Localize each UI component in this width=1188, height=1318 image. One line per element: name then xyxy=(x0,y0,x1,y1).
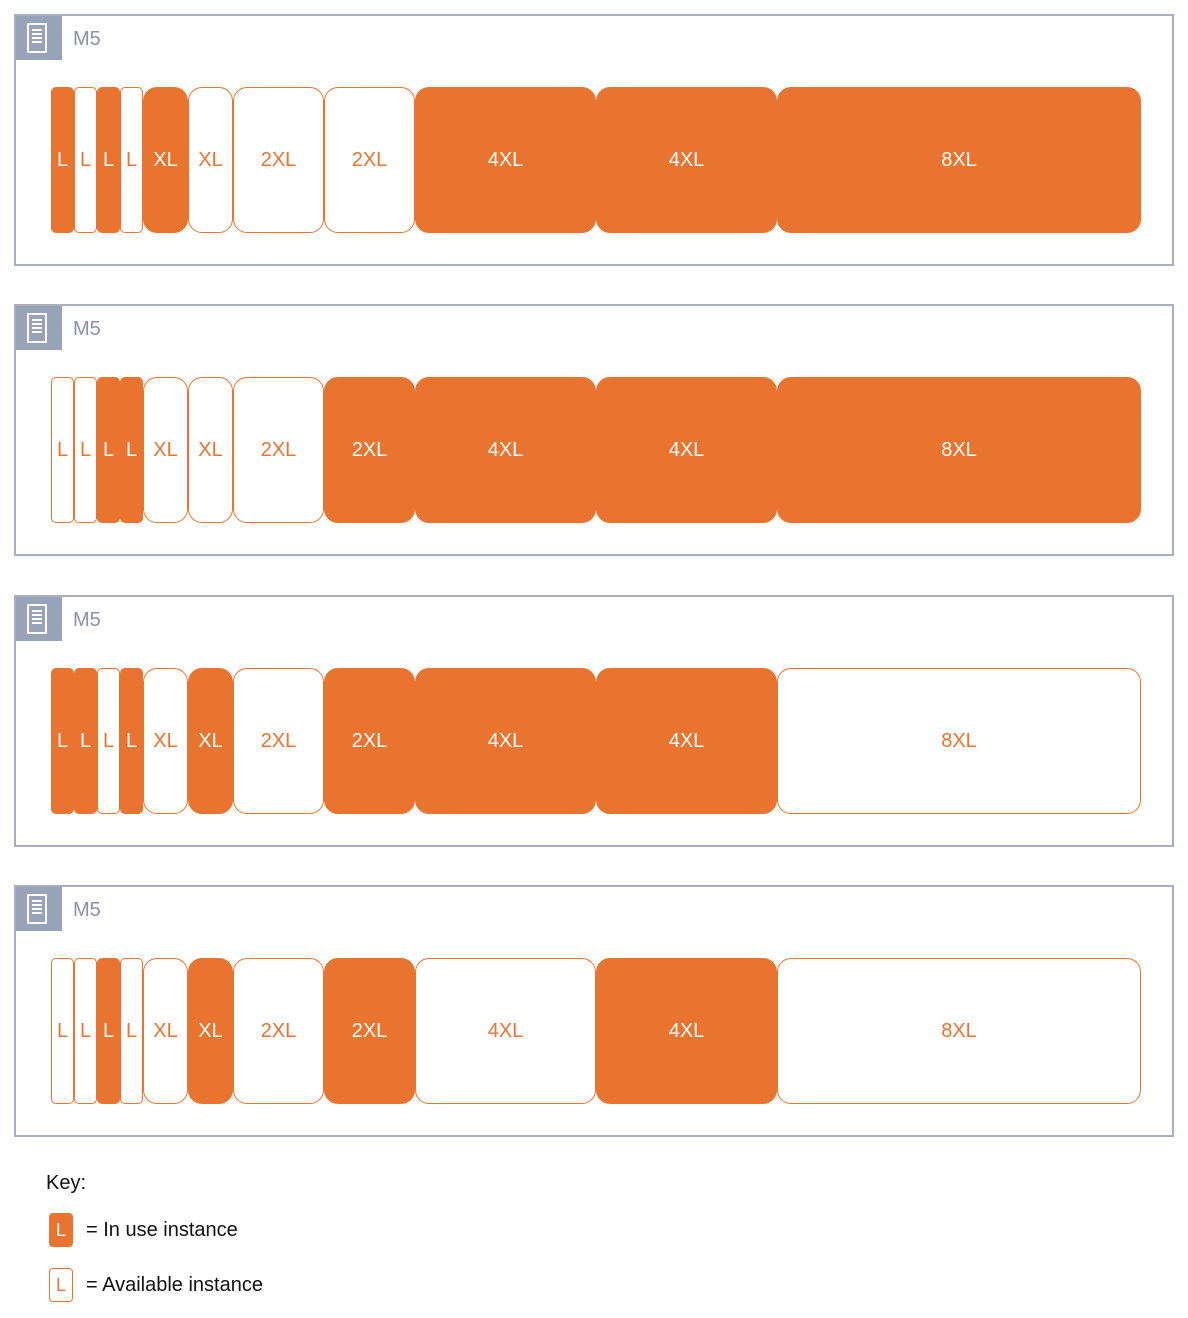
instance-slot-l-available: L xyxy=(74,377,97,523)
instance-slot-8xl-in-use: 8XL xyxy=(777,377,1141,523)
instance-slot-2xl-available: 2XL xyxy=(233,87,324,233)
instance-slot-2xl-available: 2XL xyxy=(324,87,415,233)
instance-slot-xl-available: XL xyxy=(143,668,188,814)
key-label-in-use: = In use instance xyxy=(86,1219,238,1241)
instance-slot-4xl-available: 4XL xyxy=(415,958,596,1104)
instance-slot-8xl-available: 8XL xyxy=(777,668,1141,814)
instance-slot-l-in-use: L xyxy=(97,377,120,523)
instance-slot-4xl-in-use: 4XL xyxy=(596,377,777,523)
server-icon xyxy=(16,887,62,931)
host-type-label: M5 xyxy=(73,318,101,340)
instance-slot-4xl-in-use: 4XL xyxy=(415,87,596,233)
instance-slot-l-available: L xyxy=(51,377,74,523)
instance-slot-l-in-use: L xyxy=(97,958,120,1104)
key-swatch-available: L xyxy=(49,1268,73,1302)
server-icon xyxy=(16,16,62,60)
instance-slot-xl-available: XL xyxy=(188,87,233,233)
instance-slot-8xl-in-use: 8XL xyxy=(777,87,1141,233)
instance-slot-l-available: L xyxy=(74,958,97,1104)
key-swatch-in-use: L xyxy=(49,1213,73,1247)
instance-slot-xl-available: XL xyxy=(143,958,188,1104)
instance-slot-l-in-use: L xyxy=(51,668,74,814)
instance-slot-2xl-available: 2XL xyxy=(233,668,324,814)
instance-slot-l-in-use: L xyxy=(74,668,97,814)
key-label-available: = Available instance xyxy=(86,1274,263,1296)
host-m5-4 xyxy=(14,885,1174,1137)
instance-slot-xl-available: XL xyxy=(143,377,188,523)
instance-slot-4xl-in-use: 4XL xyxy=(596,668,777,814)
host-type-label: M5 xyxy=(73,899,101,921)
instance-slot-8xl-available: 8XL xyxy=(777,958,1141,1104)
instance-slot-2xl-available: 2XL xyxy=(233,958,324,1104)
instance-slot-2xl-in-use: 2XL xyxy=(324,377,415,523)
host-type-label: M5 xyxy=(73,28,101,50)
key-title: Key: xyxy=(46,1172,87,1194)
instance-slot-2xl-in-use: 2XL xyxy=(324,958,415,1104)
instance-slot-xl-available: XL xyxy=(188,377,233,523)
instance-slot-l-available: L xyxy=(74,87,97,233)
host-type-label: M5 xyxy=(73,609,101,631)
instance-slot-l-in-use: L xyxy=(120,377,143,523)
instance-slot-xl-in-use: XL xyxy=(188,958,233,1104)
instance-slot-xl-in-use: XL xyxy=(143,87,188,233)
host-m5-3 xyxy=(14,595,1174,847)
instance-slot-l-available: L xyxy=(120,87,143,233)
instance-slot-4xl-in-use: 4XL xyxy=(596,87,777,233)
instance-slot-2xl-in-use: 2XL xyxy=(324,668,415,814)
instance-slot-l-available: L xyxy=(97,668,120,814)
host-m5-1 xyxy=(14,14,1174,266)
instance-slot-4xl-in-use: 4XL xyxy=(415,668,596,814)
instance-slot-l-available: L xyxy=(51,958,74,1104)
instance-slot-l-in-use: L xyxy=(120,668,143,814)
instance-slot-l-in-use: L xyxy=(51,87,74,233)
host-m5-2 xyxy=(14,304,1174,556)
server-icon xyxy=(16,597,62,641)
instance-slot-xl-in-use: XL xyxy=(188,668,233,814)
instance-slot-l-in-use: L xyxy=(97,87,120,233)
instance-slot-4xl-in-use: 4XL xyxy=(415,377,596,523)
server-icon xyxy=(16,306,62,350)
instance-slot-l-available: L xyxy=(120,958,143,1104)
instance-slot-4xl-in-use: 4XL xyxy=(596,958,777,1104)
instance-slot-2xl-available: 2XL xyxy=(233,377,324,523)
